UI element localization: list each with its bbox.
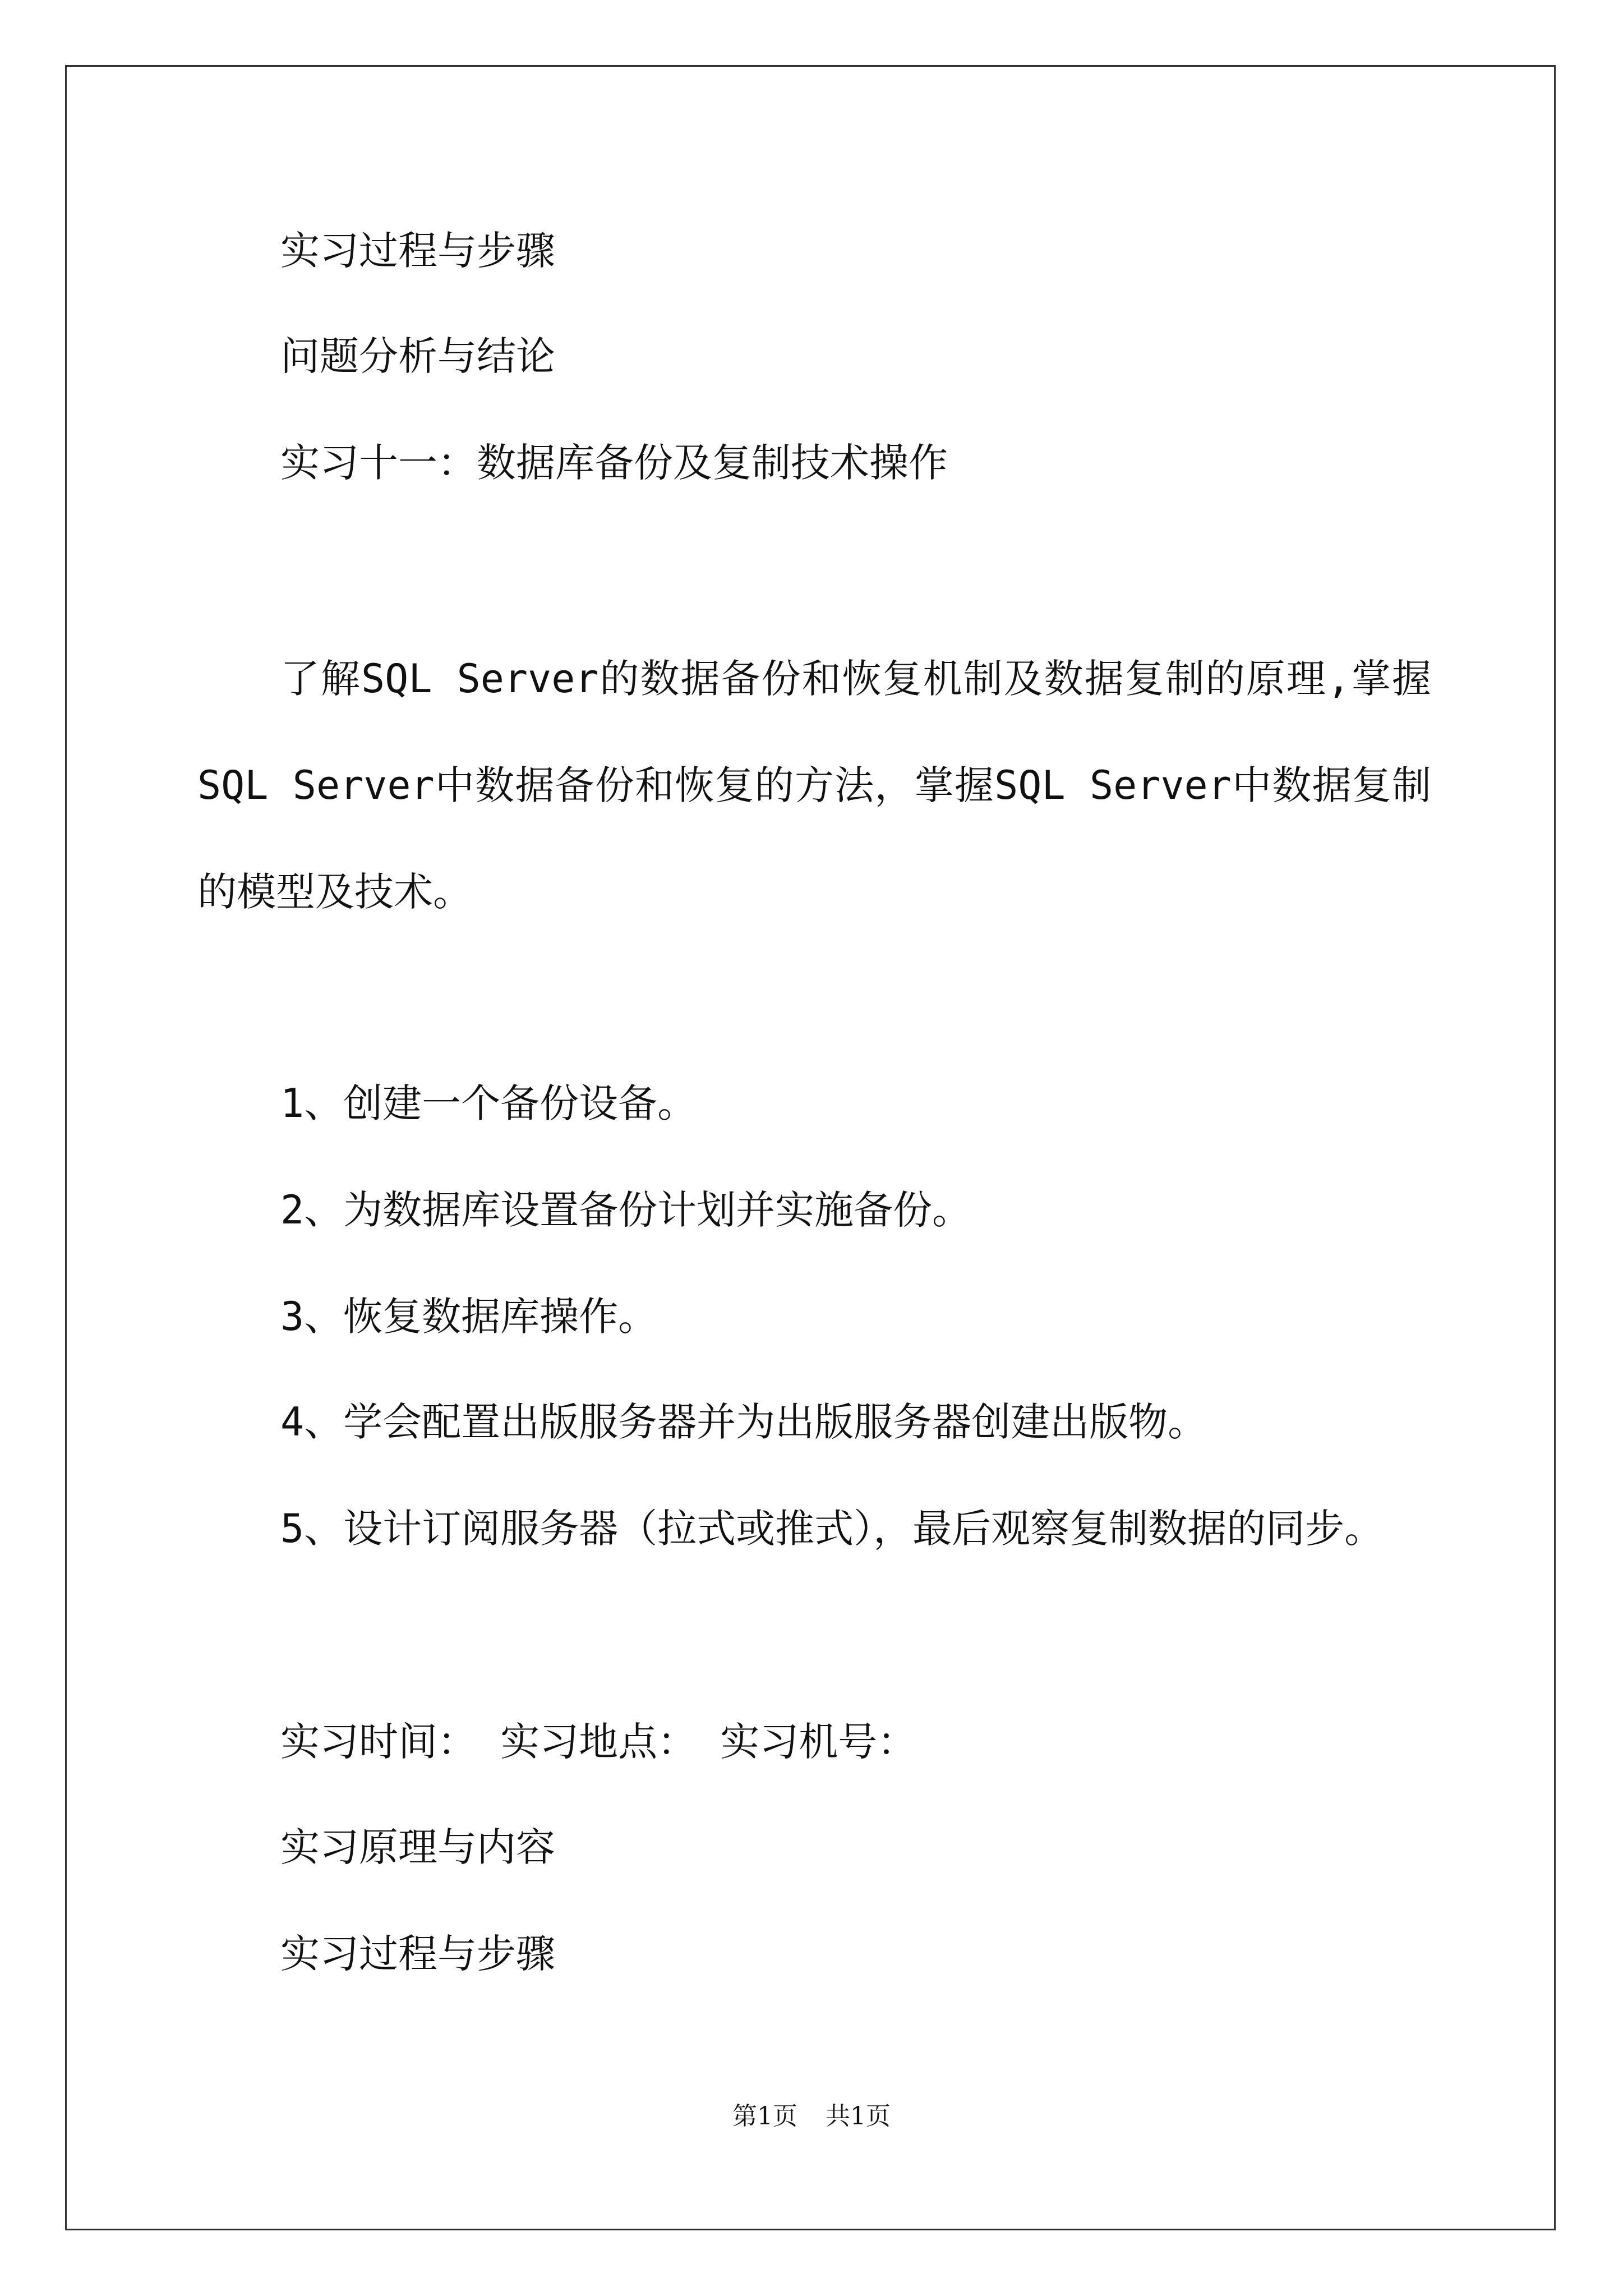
step-item-2: 2、为数据库设置备份计划并实施备份。 — [280, 1187, 972, 1233]
lab-title: 实习十一：数据库备份及复制技术操作 — [280, 440, 948, 486]
section-heading-process-2: 实习过程与步骤 — [280, 1931, 555, 1977]
section-heading-analysis: 问题分析与结论 — [280, 333, 555, 379]
step-item-4: 4、学会配置出版服务器并为出版服务器创建出版物。 — [280, 1399, 1207, 1445]
lab-meta-line: 实习时间： 实习地点： 实习机号： — [280, 1719, 917, 1765]
section-heading-process: 实习过程与步骤 — [280, 228, 555, 274]
step-item-1: 1、创建一个备份设备。 — [280, 1080, 697, 1126]
step-item-3: 3、恢复数据库操作。 — [280, 1294, 658, 1340]
step-item-5: 5、设计订阅服务器（拉式或推式），最后观察复制数据的同步。 — [280, 1506, 1384, 1552]
page-total: 共1页 — [826, 2102, 891, 2131]
page-border — [65, 65, 1556, 2230]
section-heading-principle: 实习原理与内容 — [280, 1824, 555, 1870]
page-number: 第1页 — [732, 2102, 797, 2131]
objective-paragraph: 了解SQL Server的数据备份和恢复机制及数据复制的原理,掌握SQL Server中数据备份和恢复的方法，掌握SQL Server中数据复制的模型及技术。 — [197, 656, 1431, 915]
page-footer — [0, 2096, 1623, 2132]
